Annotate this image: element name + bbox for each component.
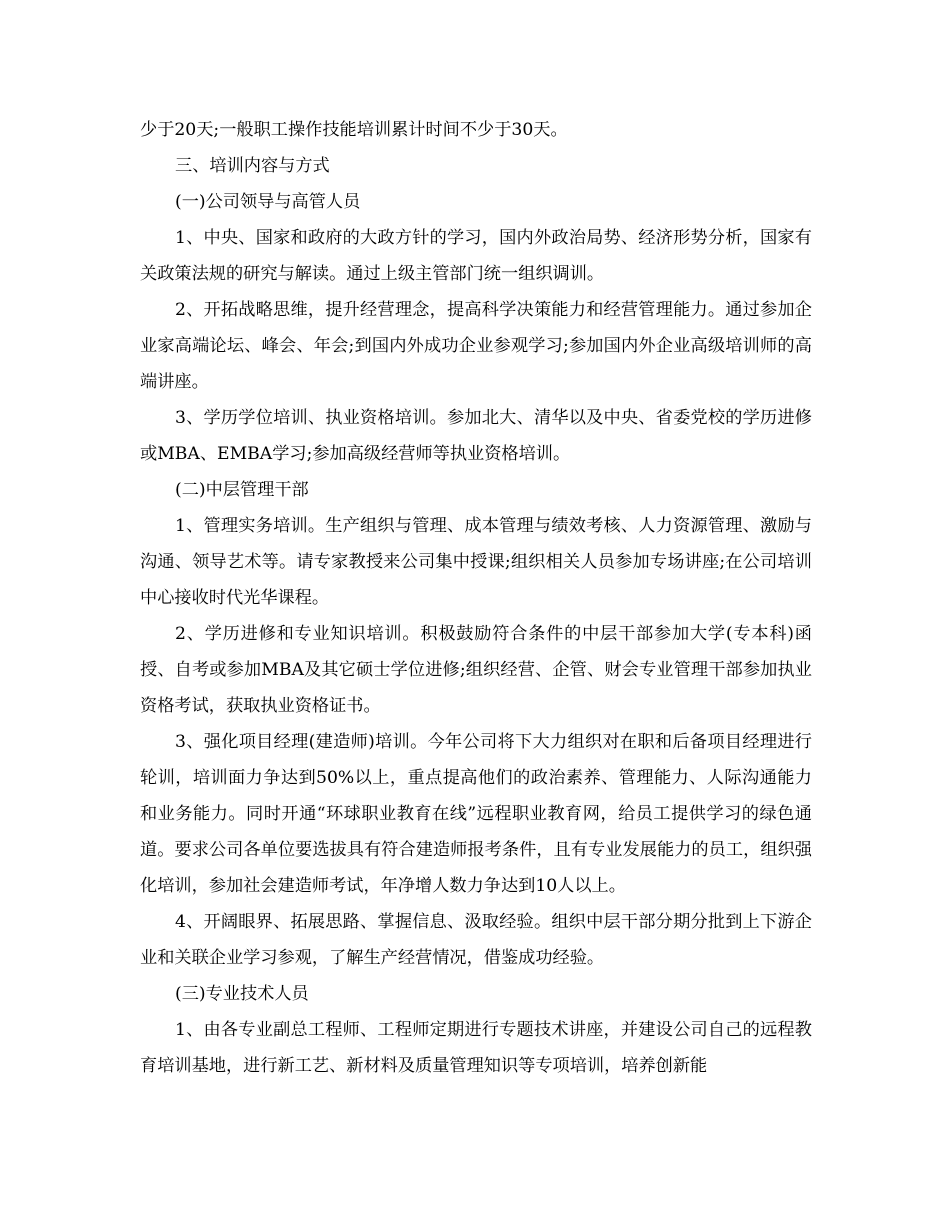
paragraph-leaders-1: 1、中央、国家和政府的大政方针的学习，国内外政治局势、经济形势分析，国家有关政策法规的研究与解读。通过上级主管部门统一组织调训。	[140, 228, 812, 284]
subheading-middle-managers: (二)中层管理干部	[175, 480, 309, 500]
section-heading-training-content: 三、培训内容与方式	[175, 156, 330, 176]
paragraph-continuation: 少于20天;一般职工操作技能培训累计时间不少于30天。	[140, 120, 568, 140]
paragraph-middle-3: 3、强化项目经理(建造师)培训。今年公司将下大力组织对在职和后备项目经理进行轮训，培训面力争达到50%以上，重点提高他们的政治素养、管理能力、人际沟通能力和业务能力。同时开通“环球职业教育在线”远程职业教育网，给员工提供学习的绿色通道。要求公司各单位要选拔具有符合建造师报考条件，且有专业发展能力的员工，组织强化培训，参加社会建造师考试，年净增人数力争达到10人以上。	[140, 732, 812, 896]
paragraph-leaders-2: 2、开拓战略思维，提升经营理念，提高科学决策能力和经营管理能力。通过参加企业家高端论坛、峰会、年会;到国内外成功企业参观学习;参加国内外企业高级培训师的高端讲座。	[140, 300, 812, 392]
paragraph-middle-4: 4、开阔眼界、拓展思路、掌握信息、汲取经验。组织中层干部分期分批到上下游企业和关联企业学习参观，了解生产经营情况，借鉴成功经验。	[140, 912, 812, 968]
paragraph-leaders-3: 3、学历学位培训、执业资格培训。参加北大、清华以及中央、省委党校的学历进修或MBA、EMBA学习;参加高级经营师等执业资格培训。	[140, 408, 812, 464]
subheading-leaders: (一)公司领导与高管人员	[175, 192, 361, 212]
document-body	[140, 112, 812, 1084]
subheading-technical-staff: (三)专业技术人员	[175, 984, 309, 1004]
paragraph-technical-1: 1、由各专业副总工程师、工程师定期进行专题技术讲座，并建设公司自己的远程教育培训基地，进行新工艺、新材料及质量管理知识等专项培训，培养创新能	[140, 1020, 812, 1076]
paragraph-middle-2: 2、学历进修和专业知识培训。积极鼓励符合条件的中层干部参加大学(专本科)函授、自考或参加MBA及其它硕士学位进修;组织经营、企管、财会专业管理干部参加执业资格考试，获取执业资格证书。	[140, 624, 812, 716]
paragraph-middle-1: 1、管理实务培训。生产组织与管理、成本管理与绩效考核、人力资源管理、激励与沟通、领导艺术等。请专家教授来公司集中授课;组织相关人员参加专场讲座;在公司培训中心接收时代光华课程。	[140, 516, 812, 608]
